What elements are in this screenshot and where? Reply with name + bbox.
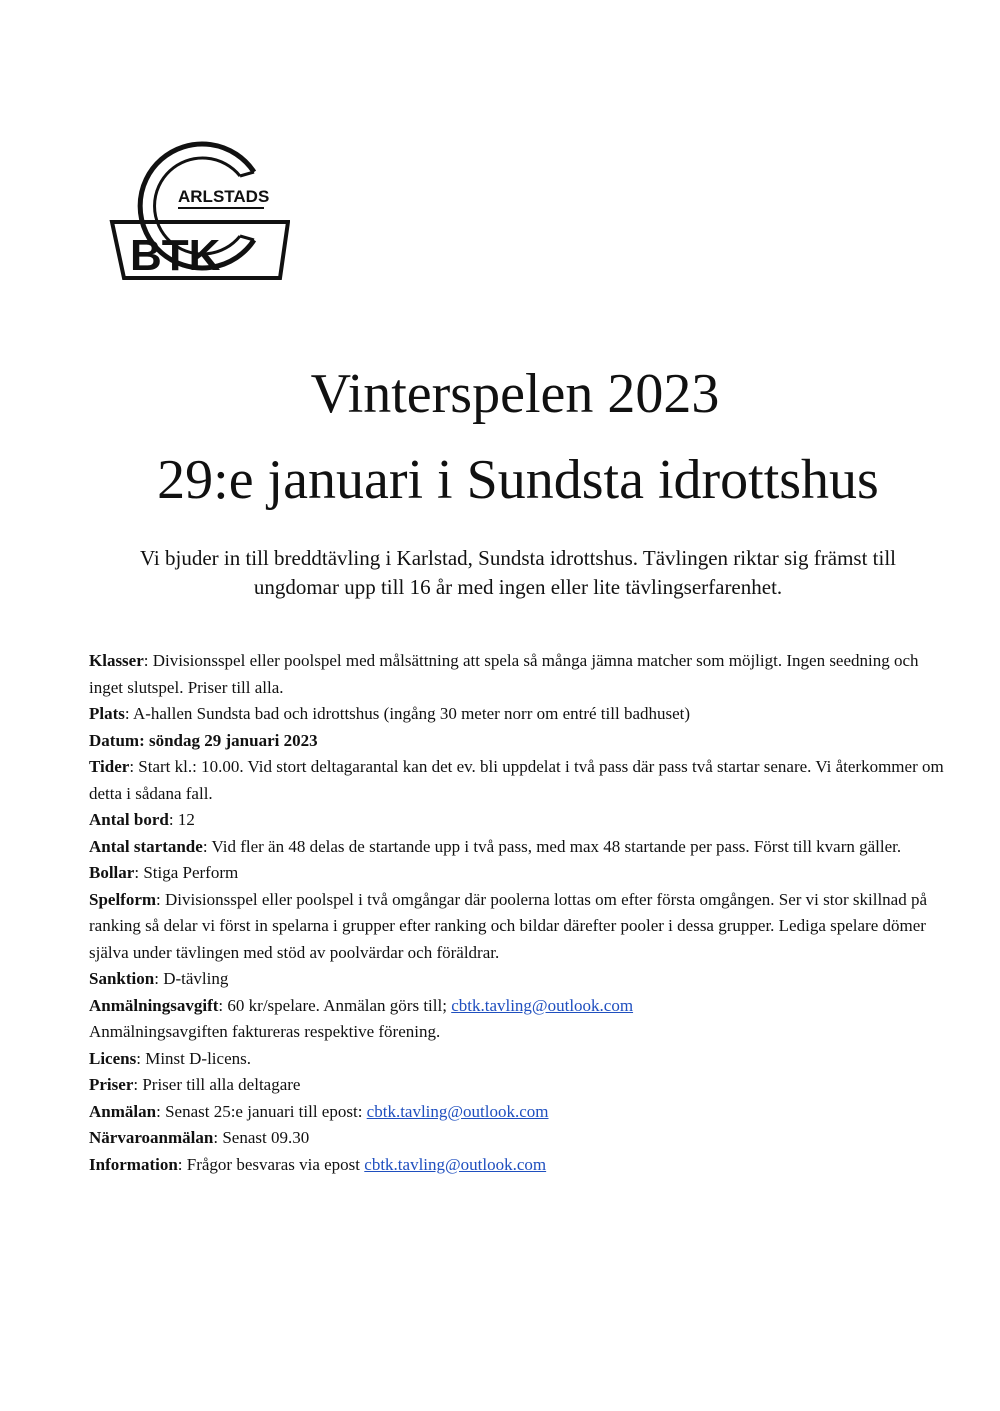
detail-antal-bord <box>89 807 949 834</box>
detail-fakturering <box>89 1019 949 1046</box>
detail-sep: : <box>156 1101 166 1121</box>
detail-text: 12 <box>177 810 195 829</box>
detail-label: Närvaroanmälan <box>89 1128 214 1147</box>
detail-tider <box>89 754 949 807</box>
detail-anmalan <box>89 1099 949 1126</box>
detail-text: Anmälningsavgiften faktureras respektive förening. <box>89 1022 441 1041</box>
detail-bollar <box>89 860 949 887</box>
detail-sep: : <box>133 1075 143 1094</box>
detail-sep: : <box>168 810 178 829</box>
detail-text: Vid fler än 48 delas de startande upp i två pass, med max 48 startande per pass. Först till kvarn gäller. <box>211 836 902 856</box>
detail-label: Spelform <box>89 889 157 909</box>
detail-narvaroanmalan <box>89 1125 949 1152</box>
detail-sep: : <box>124 704 133 723</box>
detail-text: söndag 29 januari 2023 <box>148 730 318 750</box>
detail-text: Start kl.: 10.00. Vid stort deltagarantal kan det ev. bli uppdelat i två pass där pass två startar senare. Vi återkommer om detta i sådana fall. <box>89 757 944 803</box>
page-subtitle: 29:e januari i Sundsta idrottshus <box>157 449 879 511</box>
intro-line: ungdomar upp till 16 år med ingen eller lite tävlingserfarenhet. <box>253 575 783 599</box>
detail-text: Minst D-licens. <box>145 1048 251 1068</box>
detail-text: Senast 25:e januari till epost: <box>165 1101 367 1121</box>
email-link[interactable]: cbtk.tavling@outlook.com <box>366 1101 549 1121</box>
detail-text: Divisionsspel eller poolspel i två omgångar där poolerna lottas om efter första omgången. Ser vi stor skillnad på ranking så delar vi först in spelarna i grupper efter ranking och bildar därefter pooler i dessa grupper. Lediga spelare dömer själva under tävlingen med stöd av poolvärdar och föräldrar. <box>89 889 928 962</box>
detail-label: Information <box>89 1154 178 1174</box>
club-logo <box>104 132 290 282</box>
detail-label: Datum <box>89 730 140 750</box>
detail-licens <box>89 1046 949 1073</box>
detail-text: A-hallen Sundsta bad och idrottshus (ingång 30 meter norr om entré till badhuset) <box>132 704 691 723</box>
detail-label: Anmälningsavgift <box>89 995 219 1015</box>
detail-sanktion <box>89 966 949 993</box>
email-link[interactable]: cbtk.tavling@outlook.com <box>451 995 634 1015</box>
detail-sep: : <box>129 757 139 776</box>
detail-plats <box>89 701 949 728</box>
detail-label: Licens <box>89 1048 137 1068</box>
detail-anmalningsavgift <box>89 993 949 1020</box>
detail-text: Senast 09.30 <box>222 1128 310 1147</box>
detail-text: D-tävling <box>163 969 229 988</box>
detail-label: Klasser <box>89 651 144 670</box>
detail-text: 60 kr/spelare. Anmälan görs till; <box>227 995 452 1015</box>
logo-text-bottom: BTK <box>130 231 221 280</box>
page-title: Vinterspelen 2023 <box>310 363 720 425</box>
detail-datum <box>89 728 949 755</box>
detail-sep: : <box>156 889 166 909</box>
detail-text: Frågor besvaras via epost <box>186 1154 365 1174</box>
detail-label: Antal startande <box>89 836 203 856</box>
detail-sep: : <box>134 863 144 882</box>
detail-antal-startande <box>89 834 949 861</box>
detail-priser <box>89 1072 949 1099</box>
logo-text-top: ARLSTADS <box>178 187 270 206</box>
detail-sep: : <box>139 730 149 750</box>
detail-label: Tider <box>89 757 130 776</box>
detail-sep: : <box>213 1128 223 1147</box>
detail-text: Divisionsspel eller poolspel med målsättning att spela så många jämna matcher som möjligt. Ingen seedning och inget slutspel. Priser till alla. <box>89 651 919 697</box>
detail-sep: : <box>177 1154 187 1174</box>
email-link[interactable]: cbtk.tavling@outlook.com <box>364 1154 547 1174</box>
details-list <box>89 648 949 1178</box>
detail-text: Priser till alla deltagare <box>142 1075 301 1094</box>
detail-label: Anmälan <box>89 1101 157 1121</box>
intro-line: Vi bjuder in till breddtävling i Karlstad, Sundsta idrottshus. Tävlingen riktar sig främst till <box>140 546 896 570</box>
detail-label: Priser <box>89 1075 134 1094</box>
detail-sep: : <box>218 995 228 1015</box>
detail-label: Antal bord <box>89 810 169 829</box>
detail-label: Sanktion <box>89 969 155 988</box>
detail-text: Stiga Perform <box>143 863 239 882</box>
detail-label: Plats <box>89 704 125 723</box>
detail-klasser <box>89 648 949 701</box>
detail-label: Bollar <box>89 863 135 882</box>
detail-sep: : <box>154 969 164 988</box>
detail-sep: : <box>143 651 153 670</box>
detail-sep: : <box>136 1048 146 1068</box>
detail-information <box>89 1152 949 1179</box>
detail-spelform <box>89 887 949 967</box>
intro-text <box>60 544 976 602</box>
detail-sep: : <box>202 836 212 856</box>
